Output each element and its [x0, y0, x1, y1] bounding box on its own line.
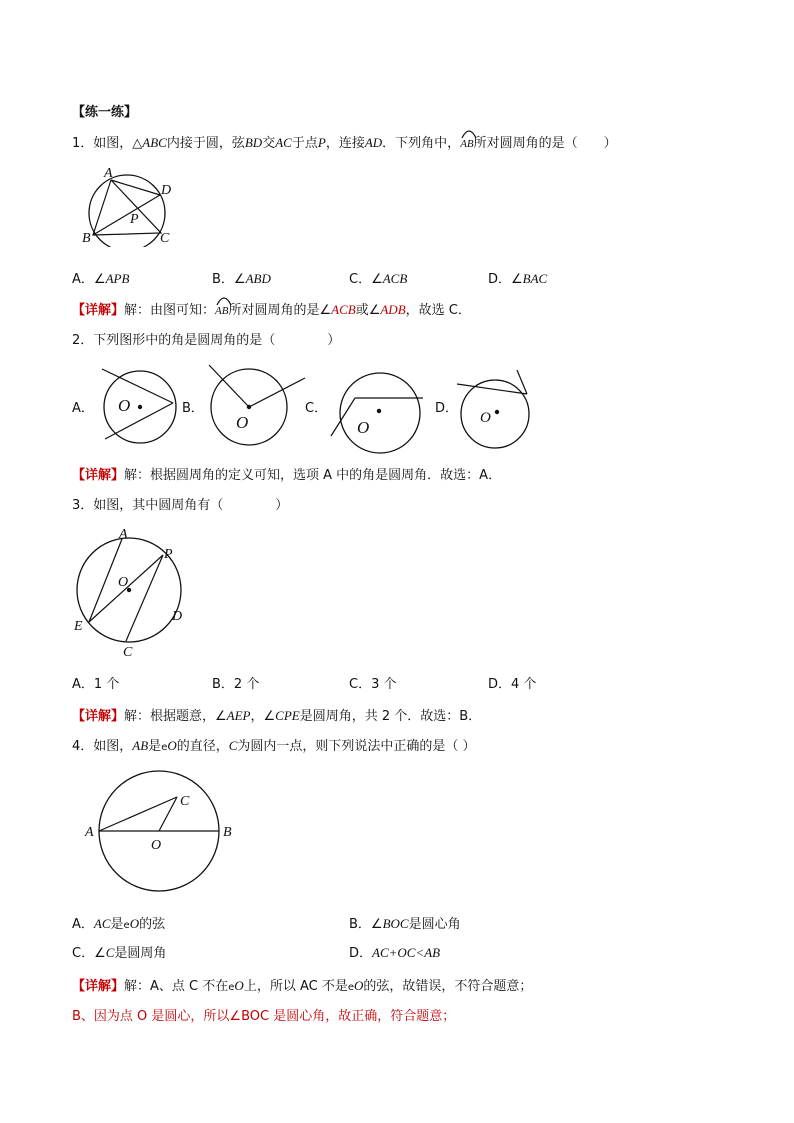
q3-label-c: C — [123, 645, 133, 660]
q3-option-a: A．1 个 — [72, 677, 120, 692]
q4-label-c: C — [180, 794, 190, 809]
q3-option-c: C．3 个 — [349, 677, 397, 692]
q2-figure-a — [90, 367, 182, 447]
q2b-label-o: O — [236, 413, 249, 432]
q3-label-p: P — [164, 547, 173, 562]
q2-figure-d — [455, 368, 539, 450]
q4-option-b: B．∠BOC是圆心角 — [349, 916, 461, 932]
q1-label-a: A — [104, 166, 113, 181]
q4-figure — [80, 760, 240, 896]
q1-label-d: D — [161, 183, 172, 198]
q2-option-d-label: D． — [435, 401, 459, 416]
answer-arc-ab-symbol: AB — [215, 302, 228, 320]
q3-label-e: E — [74, 619, 83, 634]
question-2-text: 2．下列图形中的角是圆周角的是（ ） — [72, 333, 341, 348]
q4-option-c: C．∠C是圆周角 — [72, 945, 167, 961]
q2-figure-b — [205, 362, 315, 448]
q4-label-o: O — [151, 838, 162, 853]
q1-label-p: P — [130, 212, 139, 227]
q4-answer-line-2: B、因为点 O 是圆心，所以∠BOC 是圆心角，故正确，符合题意； — [72, 1009, 456, 1024]
q1-option-b: B．∠ABD — [212, 271, 271, 287]
question-1-text: 1．如图，△ABC内接于圆，弦BD交AC于点P，连接AD．下列角中， AB所对圆周角的是（ ） — [72, 134, 617, 153]
question-4-text: 4．如图，AB是eO的直径，C为圆内一点，则下列说法中正确的是（ ） — [72, 738, 476, 754]
q1-option-a: A．∠APB — [72, 271, 130, 287]
arc-ab-symbol: AB — [460, 135, 473, 153]
q4-label-b: B — [223, 825, 232, 840]
q2a-label-o: O — [118, 396, 131, 415]
q3-label-o: O — [118, 575, 129, 590]
q4-option-d: D．AC+OC<AB — [349, 945, 441, 961]
q1-label-c: C — [160, 231, 170, 246]
q1-option-c: C．∠ACB — [349, 271, 408, 287]
q3-figure — [68, 526, 198, 660]
q1-figure — [78, 165, 178, 247]
q2c-label-o: O — [357, 418, 370, 437]
q4-label-a: A — [85, 825, 94, 840]
q2-option-c-label: C． — [305, 401, 328, 416]
q1-option-d: D．∠BAC — [488, 271, 548, 287]
q4-option-a: A．AC是eO的弦 — [72, 916, 166, 932]
q3-option-d: D．4 个 — [488, 677, 537, 692]
q3-option-b: B．2 个 — [212, 677, 260, 692]
q1-label-b: B — [82, 231, 91, 246]
q4-answer-line-1: 【详解】解：A、点 C 不在eO上，所以 AC 不是eO的弦，故错误，不符合题意； — [72, 978, 533, 994]
q3-label-d: D — [172, 609, 183, 624]
q2-option-a-label: A． — [72, 401, 94, 416]
q2-answer: 【详解】解：根据圆周角的定义可知，选项 A 中的角是圆周角．故选：A． — [72, 468, 502, 483]
q2-option-b-label: B． — [182, 401, 204, 416]
q2d-label-o: O — [480, 410, 491, 426]
q1-answer: 【详解】解：由图可知： AB所对圆周角的是∠ACB或∠ADB，故选 C． — [72, 301, 471, 320]
question-3-text: 3．如图，其中圆周角有（ ） — [72, 498, 289, 513]
q2-figure-c — [325, 368, 435, 458]
q3-answer: 【详解】解：根据题意，∠AEP，∠CPE是圆周角，共 2 个．故选：B． — [72, 708, 482, 724]
section-title: 【练一练】 — [72, 105, 138, 120]
q3-label-a: A — [119, 527, 128, 542]
